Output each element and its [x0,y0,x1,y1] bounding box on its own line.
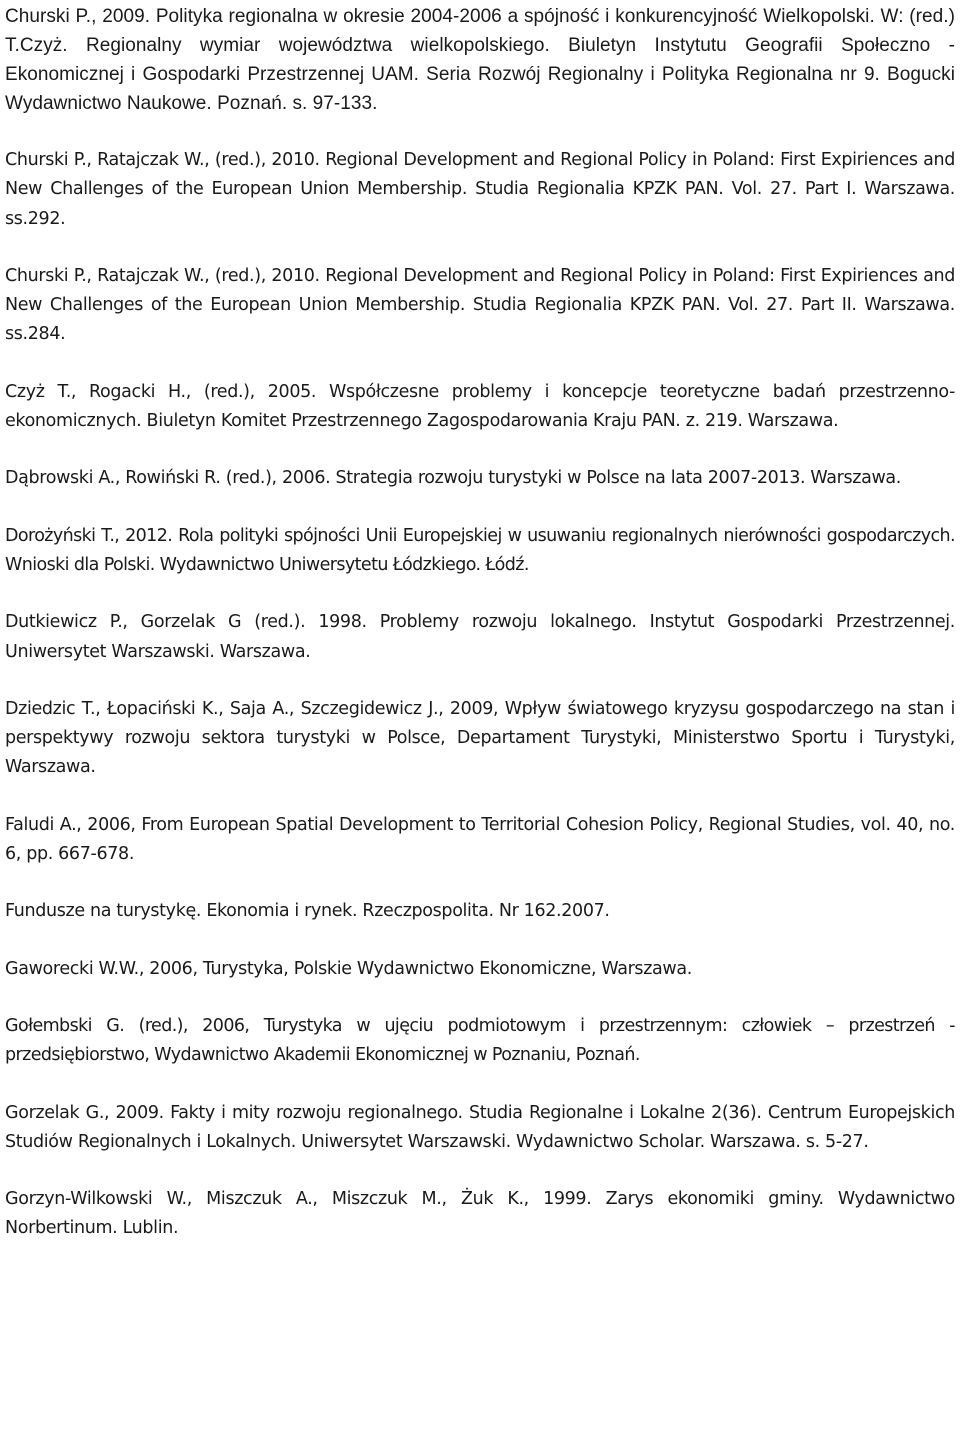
reference-entry: Dutkiewicz P., Gorzelak G (red.). 1998. Problemy rozwoju lokalnego. Instytut Gospodarki Przestrzennej. Uniwersytet Warszawski. Warszawa. [5,612,955,662]
reference-entry: Dziedzic T., Łopaciński K., Saja A., Szczegidewicz J., 2009, Wpływ światowego kryzysu gospodarczego na stan i perspektywy rozwoju sektora turystyki w Polsce, Departament Turystyki, Ministerstwo Sportu i Turystyki, Warszawa. [5,698,955,778]
bibliography-list [5,2,955,1244]
reference-entry: Faludi A., 2006, From European Spatial Development to Territorial Cohesion Policy, Regional Studies, vol. 40, no. 6, pp. 667-678. [5,814,955,865]
reference-entry: Churski P., Ratajczak W., (red.), 2010. Regional Development and Regional Policy in Poland: First Expiriences and New Challenges of the European Union Membership. Studia Regionalia KPZK PAN. Vol. 27. Part I. Warszawa. ss.292. [5,150,955,229]
reference-entry: Dąbrowski A., Rowiński R. (red.), 2006. Strategia rozwoju turystyki w Polsce na lata 2007-2013. Warszawa. [5,468,901,489]
reference-entry: Gołembski G. (red.), 2006, Turystyka w ujęciu podmiotowym i przestrzennym: człowiek – przestrzeń - przedsiębiorstwo, Wydawnictwo Akademii Ekonomicznej w Poznaniu, Poznań. [5,1015,955,1066]
reference-entry: Dorożyński T., 2012. Rola polityki spójności Unii Europejskiej w usuwaniu regionalnych nierówności gospodarczych. Wnioski dla Polski. Wydawnictwo Uniwersytetu Łódzkiego. Łódź. [5,525,955,575]
reference-entry: Gaworecki W.W., 2006, Turystyka, Polskie Wydawnictwo Ekonomiczne, Warszawa. [5,958,692,979]
reference-entry: Gorzyn-Wilkowski W., Miszczuk A., Miszczuk M., Żuk K., 1999. Zarys ekonomiki gminy. Wydawnictwo Norbertinum. Lublin. [5,1189,955,1239]
reference-entry: Churski P., Ratajczak W., (red.), 2010. Regional Development and Regional Policy in Poland: First Expiriences and New Challenges of the European Union Membership. Studia Regionalia KPZK PAN. Vol. 27. Part II. Warszawa. ss.284. [5,265,955,345]
reference-entry: Czyż T., Rogacki H., (red.), 2005. Współczesne problemy i koncepcje teoretyczne badań przestrzenno-ekonomicznych. Biuletyn Komitet Przestrzennego Zagospodarowania Kraju PAN. z. 219. Warszawa. [5,381,955,432]
reference-entry: Gorzelak G., 2009. Fakty i mity rozwoju regionalnego. Studia Regionalne i Lokalne 2(36). Centrum Europejskich Studiów Regionalnych i Lokalnych. Uniwersytet Warszawski. Wydawnictwo Scholar. Warszawa. s. 5-27. [5,1102,955,1152]
reference-entry: Fundusze na turystykę. Ekonomia i rynek. Rzeczpospolita. Nr 162.2007. [5,901,610,922]
reference-entry: Churski P., 2009. Polityka regionalna w okresie 2004-2006 a spójność i konkurencyjność Wielkopolski. W: (red.) T.Czyż. Regionalny wymiar województwa wielkopolskiego. Biuletyn Instytutu Geografii Społeczno - Ekonomicznej i Gospodarki Przestrzennej UAM. Seria Rozwój Regionalny i Polityka Regionalna nr 9. Bogucki Wydawnictwo Naukowe. Poznań. s. 97-133. [5,6,955,114]
